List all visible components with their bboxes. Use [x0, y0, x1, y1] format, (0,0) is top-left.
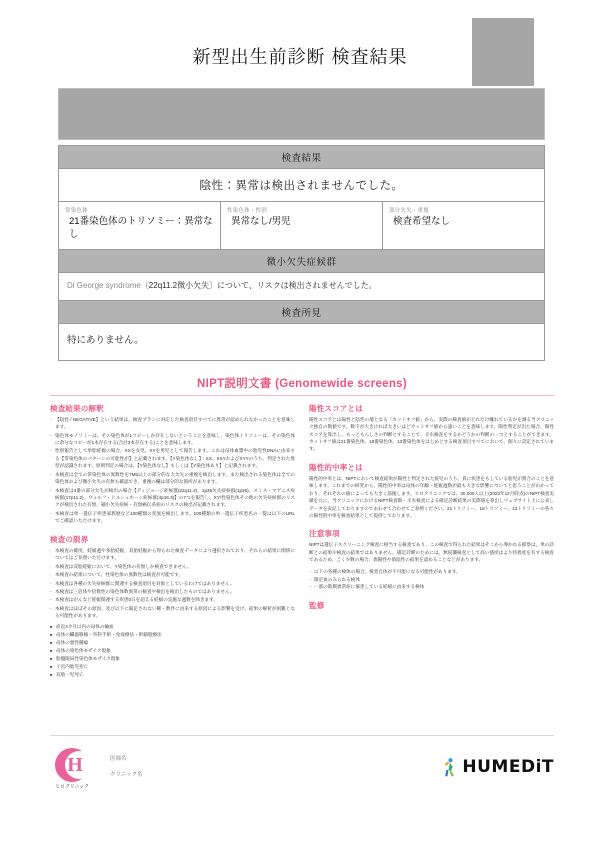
list-item: ■ 母体の臓器移植・外科手術・免疫療法・幹細胞療法: [50, 631, 295, 639]
interpretation-list: [50, 416, 295, 525]
supervisor-heading: 監修: [309, 601, 325, 611]
humedit-logo: [439, 748, 554, 777]
column-value: 異常なし/男児: [231, 216, 291, 227]
list-item: ■ 母体の染色体モザイク現象: [50, 647, 295, 655]
report-footer: [50, 735, 554, 790]
list-item: ・ 一部の新興異常症に罹患している妊婦に由来する検体: [309, 583, 554, 591]
column-label: 常染色体: [65, 208, 88, 214]
list-item: ■ 胎盤限局性染色体モザイク現象: [50, 655, 295, 663]
humedit-figure-icon: [439, 757, 456, 777]
ppv-text: 陽性的中率とは、NIPTにおいて検査結果が陽性と判定された旅児のうち、真に疾患をもしている胎児が割合のことを意味します。これまでの研究から、陽性的中率は母体の年齢・妊娠週数が最も大きな影響についてと思うことがわかっており、それぞれの値によっても大きく前後します。ヒロクリニックでは、30,000人以上(2022年12月時点)のNIPT検査実績を元に、当クリニックにおけるNIPT検査数・羊水検査による確定診断結果の実際値を算出しウェブサイト上に公表しデータを表記しておりますのであわせて合わせてご参照ください。21トリソミー、18トリソミー、13トリソミーの各々の陽性的中率を検査結果として提供しております。: [309, 475, 554, 518]
humedit-wordmark: HUMEDiT: [462, 757, 554, 777]
nipt-right-column: [309, 403, 554, 679]
list-item: - 【陰性 / NEGATIVE】という結果は、検査プランに対応した検査項目すべてに異常が認められなかったことを意味します。: [50, 416, 295, 431]
result-band-header: 検査結果: [59, 146, 544, 169]
result-column-autosome: [59, 202, 221, 249]
list-item: ■ 子宮内胎児死亡: [50, 663, 295, 671]
microdeletion-detail: 〔22q11.2微小欠失〕について、リスクは検出されませんでした。: [140, 280, 377, 290]
result-columns-row: [59, 202, 544, 250]
list-item: - 染色体モノソミーは、その染色体が1コピーしか存在しないということを意味し、染色体トリソミーは、その染色体に余分なコピーが1本存在する(合計3本存在する)ことを意味します。: [50, 432, 295, 447]
positive-score-text: 陽性スコアとは陽性と陰性の境となる「カットオフ値」から、実際の検査値がどれだけ離れているかを測る当クリニック独自の数値です。数字が大きければ大きいほどカットオフ値から遠いことを意味します。陽性判定が出た場合、陽性スコアを算出し、もっともらしさの判断とすることで、羊水検査をするかどうかの判断の一つとすることができます。カットオフ値は21番染色体、18番染色体、13番染色体をはじめとする検査項目すべてにおいて、個々に設定されています。: [309, 416, 554, 452]
hiro-clinic-name: ヒロクリニック: [55, 784, 89, 790]
nipt-left-column: [50, 403, 295, 679]
interpretation-heading: 検査結果の解釈: [50, 403, 104, 413]
page-title: 新型出生前診断 検査結果: [192, 47, 408, 67]
column-label: 部分欠失・重複: [389, 208, 429, 214]
list-item: - 本検査は全ての常染色体の異数性を7Mb以上の部分的な大欠失の重複を検出します。また検出される染色体は全ての染色体および微小欠失の有無も確認でき、重複の欄は部分的な箇所があります。: [50, 471, 295, 486]
list-item: - 本検査は双胎妊娠において、Y染色体の有無しか検査できません。: [50, 563, 295, 570]
redacted-patient-info-block: [58, 88, 545, 140]
findings-text: 特にありません。: [59, 324, 544, 361]
result-column-deletion-duplication: [383, 202, 544, 249]
report-header: [0, 0, 600, 88]
redaction-block-corner: [472, 18, 534, 86]
microdeletion-band-header: 微小欠失症候群: [59, 250, 544, 273]
list-item: ■ 双胎一児死亡: [50, 671, 295, 679]
list-item: - 性別報告として単胎妊娠の場合、XXを女児、XYを男児として報告します。これは母体血漿中の胎児性DNAに由来する【常染色体のパターンの可能性が】と記載されます。【Y染色体なし】：XX、XXYおよびXYYのうち、判定された異型が認識されます。原則判定の場合は、【Y染色体なし】もしくは【Y染色体あり】と記載されます。: [50, 447, 295, 469]
list-item: - 本検査の確度、妊婦週や多胎妊娠、双胎妊娠から得られた検査データにより選択されており、それらの結果に関係についてはご参照いただけます。: [50, 547, 295, 562]
result-verdict: 陰性：異常は検出されませんでした。: [59, 169, 544, 202]
list-item: - 本検査は単一遺伝子疾患家族歴など100種類の変異を検出します。100種類の単一遺伝子疾患名の一覧は以下のURLでご確認いただけます。: [50, 510, 295, 525]
findings-band-header: 検査所見: [59, 301, 544, 324]
positive-score-heading: 陽性スコアとは: [309, 403, 363, 413]
microdeletion-syndrome-name: Di George syndrome: [67, 280, 141, 290]
list-item: - 本検査はほぼその原因、及び以下に限定されない稀・数件に由来する原因による影響を受け、結果の解析が困難となる可能性があります。: [50, 605, 295, 620]
list-item: - 本検査の結果について、性染色体の異数性は検査が可能です。: [50, 571, 295, 578]
nipt-explanation-section: [50, 375, 554, 679]
nipt-section-title: NIPT説明文書 (Genomewide screens): [50, 375, 554, 396]
list-item: ・ 限定血のみられる検体: [309, 576, 554, 584]
list-item: - 本検査は三倍体や倍数性の染色体数異常の検査や検出を検出したものではありません。: [50, 588, 295, 595]
hiro-logo-letter: H: [67, 754, 83, 776]
clinic-signature-fields: [110, 748, 439, 786]
doctor-name-label: 医師名: [110, 756, 127, 762]
list-item: - 本検査は4番の部分欠失が検出の場合【ディジョージ症候群(22q11.2)、1p36欠失症候群(1p36)、スミス・マゲニス症候群(17p11.2)、ウォルフ・ヒルシュホーン症候群(4p16.3)】の7つを報告し、XY/性染色体その他の欠失症候群のリスクが検出された有無、細小欠失症候・有無癌伝系症のリスクの検出が記載されます。: [50, 487, 295, 509]
microdeletion-result-text: [59, 273, 544, 301]
notes-sub-list: [309, 568, 554, 591]
result-column-sex-chromosome: [221, 202, 383, 249]
hiro-clinic-logo: [50, 748, 94, 790]
limits-bullet-list: [50, 623, 295, 679]
list-item: - 本検査はがんなど妊娠関連する疾患0日を超える妊婦の実施な週数を除きます。: [50, 596, 295, 603]
list-item: ■ 直近4カ月以内の母体の輸血: [50, 623, 295, 631]
column-label: 性染色体・性別: [227, 208, 267, 214]
list-item: ■ 母体の悪性腫瘍: [50, 639, 295, 647]
notes-text: NIPTは遺伝子スクリーニング検査に相当する検査であり、この検査で得られた結果はそこから導かれる推察は、単の診断との結果や検査の結果ではありません。確定診断のためには、無侵襲検査として高い感度はより特異度を有する検査であるため、ごく少数の場合、偽陽性や偽陰性の結果を認めることなどがあります。: [309, 542, 554, 563]
limits-list: [50, 547, 295, 620]
column-value: 21番染色体のトリソミー：異常なし: [69, 216, 213, 240]
column-value: 検査希望なし: [393, 216, 451, 227]
nipt-two-column-layout: [50, 403, 554, 679]
notes-heading: 注意事項: [309, 529, 340, 539]
hiro-crescent-icon: [55, 748, 89, 782]
list-item: ・ 以下の各種の検体の場合、検査自体が不可能になる可能性があります。: [309, 568, 554, 576]
list-item: - 本検査は各種の欠失症候群に関連する検査項目を対象としているわけではありません。: [50, 580, 295, 587]
limits-heading: 検査の限界: [50, 534, 89, 544]
clinic-name-label: クリニック名: [110, 772, 143, 778]
ppv-heading: 陽性的中率とは: [309, 462, 363, 472]
result-table: [58, 145, 545, 361]
